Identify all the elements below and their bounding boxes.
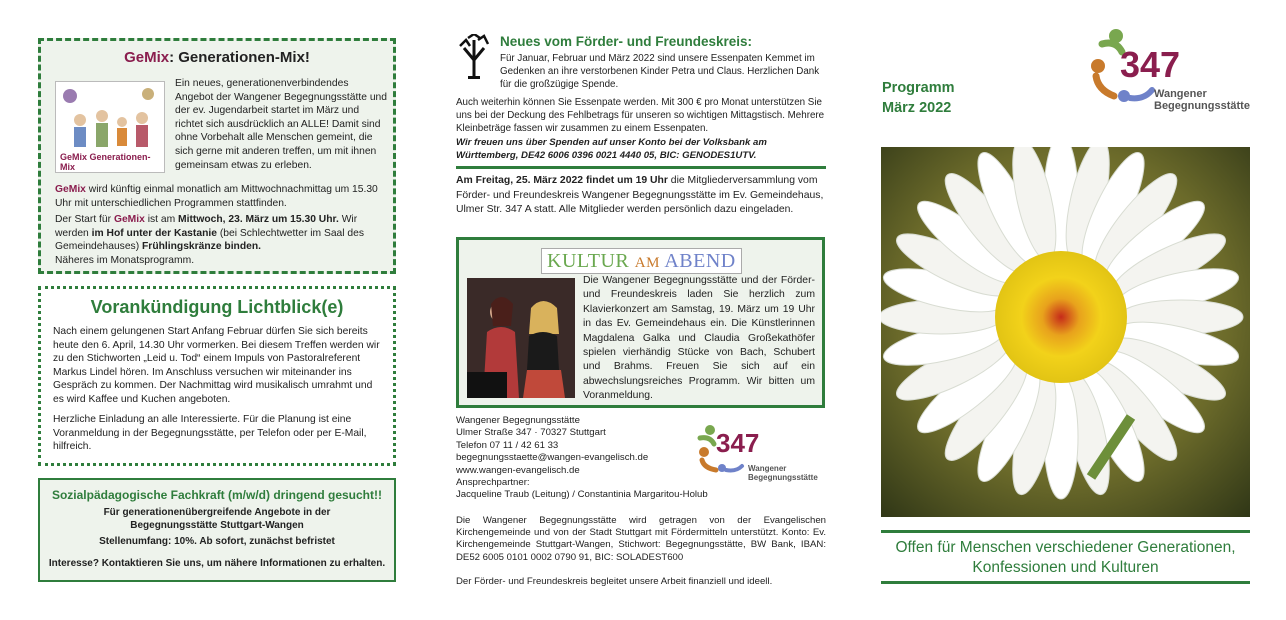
daisy-flower-icon [881, 147, 1250, 517]
program-title: Programm März 2022 [882, 80, 955, 116]
logo-number: 347 [716, 428, 760, 458]
job-ad-box [38, 478, 396, 582]
contact-block [456, 415, 708, 502]
foerder-title: Neues vom Förder- und Freundeskreis: [500, 34, 753, 49]
daisy-photo [881, 147, 1250, 517]
gemix-illustration [55, 81, 165, 173]
foerder-sponsorship: Auch weiterhin können Sie Essenpate werden. Mit 300 € pro Monat unterstützen Sie uns bei der Deckung des Fehlbetrags für unseren so wichtigen Mittagstisch. Mehrere Kleinbeträge fassen wir zusammen zu einem Essenpaten. [456, 97, 825, 134]
job-ad-description: Für generationenübergreifende Angebote in der Begegnungsstätte Stuttgart-Wangen [103, 507, 331, 531]
gemix-start: Der Start für GeMix ist am Mittwoch, 23. März um 15.30 Uhr. Wir werden im Hof unter der Kastanie (bei Schlechtwetter im Saal des Gemeindehauses) Frühlingskränze binden. Näheres im Monatsprogramm. [55, 214, 365, 266]
foerder-bank-account: Wir freuen uns über Spenden auf unser Konto bei der Volksbank am Württemberg, DE42 6006 0396 0021 4440 05, BIC: GENODES1UTV. [456, 137, 767, 161]
contact-website[interactable]: www.wangen-evangelisch.de [456, 464, 580, 476]
job-ad-title: Sozialpädagogische Fachkraft (m/w/d) dringend gesucht!! [51, 488, 383, 502]
sponsor-info: Die Wangener Begegnungsstätte wird getragen von der Evangelischen Kirchengemeinde und von der Stadt Stuttgart mit Fördermitteln unterstützt. Konto: Ev. Kirchengemeinde Stuttgart-Wangen, Stichwort: Begegnungsstätte, BW Bank, IBAN: DE52 6005 0101 0002 0790 91, BIC: SOLADEST600 [456, 515, 826, 563]
logo-main [1086, 26, 1256, 118]
pianists-photo-icon [467, 278, 575, 398]
divider [456, 166, 826, 169]
contact-name: Wangener Begegnungsstätte [456, 415, 580, 426]
lichtblick-invite: Herzliche Einladung an alle Interessierte. Für die Planung ist eine Voranmeldung in der Begegnungsstätte, per Telefon oder per E-Mail, hilfreich. [53, 414, 367, 453]
lichtblick-box [38, 286, 396, 466]
musicians-photo [467, 278, 575, 398]
divider [881, 530, 1250, 533]
logo-text: Wangener Begegnungsstätte [748, 464, 818, 482]
gemix-title: GeMix: Generationen-Mix! [124, 49, 310, 66]
contact-persons-label: Ansprechpartner: [456, 477, 530, 489]
gemix-intro: Ein neues, generationenverbindendes Angebot der Wangener Begegnungsstätte und der ev. Jugendarbeit startet im März und richtet sich ausdrücklich an ALLE! Damit sind ohne Vorbehalt alle Menschen gemeint, die sich gerne mit anderen treffen, um mit ihnen gemeinsam etwas zu erleben. [175, 78, 388, 171]
member-meeting-notice: Am Freitag, 25. März 2022 findet um 19 Uhr die Mitgliederversammlung vom Förder- und Freundeskreis Wangener Begegnungsstätte im Ev. Gemeindehaus, Ulmer Str. 347 A statt. Alle Mitglieder werden persönlich dazu eingeladen. [456, 175, 824, 215]
kultur-text: Die Wangener Begegnungsstätte und der Förder- und Freundeskreis laden Sie herzlich zum Klavierkonzert am Samstag, 19. März um 19 Uhr in das Ev. Gemeindehaus ein. Die Künstlerinnen Magdalena Galka und Claudia Großekathöfer spielen vierhändig Stücke von Bach, Schubert und Brahms. Freuen Sie sich auf ein abwechslungsreiches Programm. Wir bitten um Voranmeldung. [583, 275, 815, 402]
job-ad-scope: Stellenumfang: 10%. Ab sofort, zunächst befristet [99, 536, 335, 547]
gemix-image-caption: GeMix Generationen-Mix [60, 152, 151, 172]
contact-phone: Telefon 07 11 / 42 61 33 [456, 439, 559, 451]
job-ad-contact: Interesse? Kontaktieren Sie uns, um nähere Informationen zu erhalten. [48, 558, 386, 569]
gemix-schedule: GeMix wird künftig einmal monatlich am Mittwochnachmittag um 15.30 Uhr mit unterschiedlichen Programmen stattfinden. [55, 184, 378, 209]
slogan: Offen für Menschen verschiedener Generationen, Konfessionen und Kulturen [895, 539, 1236, 576]
logo-text: Wangener Begegnungsstätte [1154, 88, 1250, 112]
contact-persons: Jacqueline Traub (Leitung) / Constantinia Margaritou-Holub [456, 489, 708, 501]
tree-icon [456, 34, 492, 80]
logo-small [696, 418, 826, 488]
gemix-box [38, 38, 396, 274]
kultur-box [456, 237, 825, 408]
contact-address: Ulmer Straße 347 · 70327 Stuttgart [456, 427, 606, 439]
kultur-title: KULTUR AM ABEND [541, 248, 742, 274]
lichtblick-text: Nach einem gelungenen Start Anfang Februar dürfen Sie sich bereits heute den 6. April, 14.30 Uhr vormerken. Bei diesem Treffen werden wir zu den Stichworten „Leid u. Tod“ einem Impuls von Pastoralreferent Markus Lindel hören. Im Anschluss versuchen wir miteinander ins Gespräch zu kommen. Der Nachmittag wird musikalisch umrahmt und es wird Kaffee und Kuchen angeboten. [53, 326, 380, 405]
foerder-sponsors: Für Januar, Februar und März 2022 sind unsere Essenpaten Kemmet im Gedenken an ihre verstorbenen Kinder Petra und Claus. Herzlichen Dank für die großzügige Spende. [500, 53, 820, 90]
lichtblick-title: Vorankündigung Lichtblick(e) [90, 297, 344, 317]
logo-number: 347 [1120, 44, 1181, 85]
footer-note: Der Förder- und Freundeskreis begleitet unsere Arbeit finanziell und ideell. [456, 576, 773, 587]
contact-email[interactable]: begegnungsstaette@wangen-evangelisch.de [456, 452, 649, 464]
divider [881, 581, 1250, 584]
